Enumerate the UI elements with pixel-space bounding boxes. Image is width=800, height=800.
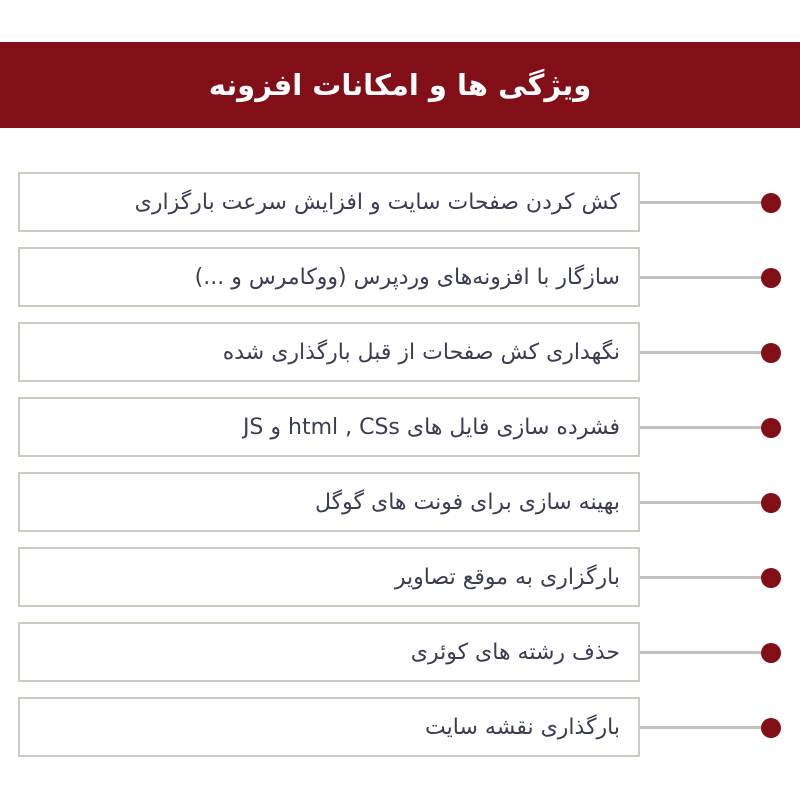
feature-label: کش کردن صفحات سایت و افزایش سرعت بارگزاری (134, 189, 620, 215)
bullet-dot-icon (761, 643, 781, 663)
feature-item (0, 622, 800, 686)
feature-item (0, 397, 800, 461)
feature-box (18, 622, 640, 682)
feature-label: بارگذاری نقشه سایت (425, 714, 620, 740)
feature-box (18, 397, 640, 457)
feature-box (18, 322, 640, 382)
feature-item (0, 697, 800, 761)
feature-item (0, 247, 800, 311)
feature-label: بارگزاری به موقع تصاویر (394, 564, 620, 590)
feature-box (18, 172, 640, 232)
bullet-dot-icon (761, 718, 781, 738)
page-header (0, 42, 800, 128)
feature-box (18, 697, 640, 757)
connector-line (640, 576, 764, 579)
feature-label: حذف رشته های کوئری (410, 639, 620, 665)
feature-item (0, 547, 800, 611)
feature-item (0, 172, 800, 236)
connector-line (640, 201, 764, 204)
bullet-dot-icon (761, 418, 781, 438)
feature-label: سازگار با افزونه‌های وردپرس (ووکامرس و ...) (194, 264, 620, 290)
bullet-dot-icon (761, 193, 781, 213)
feature-box (18, 472, 640, 532)
feature-item (0, 322, 800, 386)
connector-line (640, 726, 764, 729)
feature-item (0, 472, 800, 536)
bullet-dot-icon (761, 493, 781, 513)
connector-line (640, 351, 764, 354)
bullet-dot-icon (761, 568, 781, 588)
feature-box (18, 547, 640, 607)
page-title: ویژگی ها و امکانات افزونه (208, 68, 592, 102)
connector-line (640, 501, 764, 504)
feature-label: بهینه سازی برای فونت های گوگل (315, 489, 620, 515)
feature-box (18, 247, 640, 307)
feature-label: فشرده سازی فایل های html , CSs و JS (242, 414, 620, 440)
connector-line (640, 426, 764, 429)
feature-label: نگهداری کش صفحات از قبل بارگذاری شده (222, 339, 620, 365)
bullet-dot-icon (761, 268, 781, 288)
connector-line (640, 276, 764, 279)
connector-line (640, 651, 764, 654)
bullet-dot-icon (761, 343, 781, 363)
